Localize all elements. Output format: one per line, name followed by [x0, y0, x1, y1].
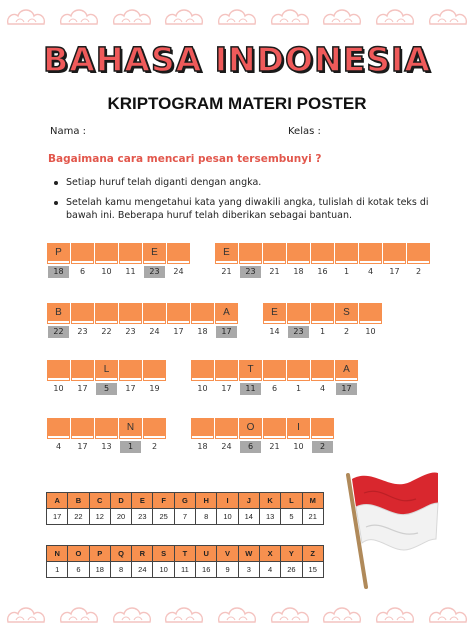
key-letter: A	[47, 493, 68, 509]
cipher-number: 10	[197, 384, 208, 393]
cipher-number: 24	[221, 442, 232, 451]
puzzle-word	[48, 244, 189, 278]
batik-cloud-icon	[426, 602, 470, 628]
puzzle-cell	[264, 361, 285, 395]
puzzle-cell	[288, 361, 309, 395]
puzzle-word	[48, 361, 165, 395]
letter-box[interactable]	[312, 304, 333, 323]
cipher-number: 4	[55, 442, 62, 451]
puzzle-cell	[288, 304, 309, 338]
key-number: 13	[259, 509, 280, 525]
cipher-number: 1	[120, 441, 141, 453]
key-number: 20	[110, 509, 131, 525]
key-number: 23	[132, 509, 153, 525]
key-number: 8	[196, 509, 217, 525]
key-letter: J	[238, 493, 259, 509]
puzzle-cell	[120, 304, 141, 338]
puzzle-cell	[48, 361, 69, 395]
key-letter: V	[217, 546, 238, 562]
key-letter: N	[47, 546, 68, 562]
key-letter: K	[259, 493, 280, 509]
key-number: 18	[89, 562, 110, 578]
letter-box[interactable]	[168, 244, 189, 263]
cipher-number: 13	[101, 442, 112, 451]
letter-box[interactable]	[408, 244, 429, 263]
cipher-number: 17	[389, 267, 400, 276]
key-letter: X	[259, 546, 280, 562]
cipher-number: 17	[336, 383, 357, 395]
letter-box[interactable]	[96, 244, 117, 263]
puzzle-cell	[288, 419, 309, 453]
key-letter: U	[196, 546, 217, 562]
puzzle-cell	[240, 419, 261, 453]
cipher-number: 6	[240, 441, 261, 453]
key-number: 22	[68, 509, 89, 525]
key-number: 7	[174, 509, 195, 525]
cipher-number: 2	[312, 441, 333, 453]
cipher-number: 4	[367, 267, 374, 276]
cipher-number: 11	[240, 383, 261, 395]
cipher-number: 18	[197, 327, 208, 336]
batik-cloud-icon	[320, 4, 364, 30]
top-batik-band	[0, 0, 474, 34]
key-letter: I	[217, 493, 238, 509]
puzzle-cell	[144, 361, 165, 395]
puzzle-cell	[384, 244, 405, 278]
letter-box[interactable]	[72, 361, 93, 380]
batik-cloud-icon	[215, 602, 259, 628]
cipher-number: 16	[317, 267, 328, 276]
cipher-number: 4	[319, 384, 326, 393]
key-number: 10	[153, 562, 174, 578]
cipher-number: 1	[295, 384, 302, 393]
letter-box[interactable]	[144, 419, 165, 438]
puzzle-cell	[96, 244, 117, 278]
puzzle-cell	[96, 361, 117, 395]
key-letter: Y	[281, 546, 302, 562]
key-number: 17	[47, 509, 68, 525]
letter-box[interactable]: B	[48, 304, 69, 323]
key-number: 16	[196, 562, 217, 578]
batik-cloud-icon	[215, 4, 259, 30]
key-number: 24	[132, 562, 153, 578]
puzzle-cell	[48, 304, 69, 338]
letter-box[interactable]	[168, 304, 189, 323]
cipher-number: 23	[144, 266, 165, 278]
batik-cloud-icon	[373, 4, 417, 30]
key-letter: S	[153, 546, 174, 562]
name-field-label: Nama :	[50, 126, 87, 137]
puzzle-word	[192, 361, 357, 395]
cipher-number: 22	[48, 326, 69, 338]
cipher-number: 10	[101, 267, 112, 276]
letter-box[interactable]	[144, 304, 165, 323]
cipher-key-table-a-m	[46, 492, 324, 525]
letter-box[interactable]	[360, 244, 381, 263]
cipher-number: 17	[125, 384, 136, 393]
cipher-number: 11	[125, 267, 136, 276]
batik-cloud-icon	[110, 4, 154, 30]
letter-box[interactable]	[264, 244, 285, 263]
key-letter: F	[153, 493, 174, 509]
letter-box[interactable]	[360, 304, 381, 323]
puzzle-cell	[72, 304, 93, 338]
letter-box[interactable]	[144, 361, 165, 380]
key-letter: O	[68, 546, 89, 562]
batik-cloud-icon	[57, 602, 101, 628]
puzzle-word	[264, 304, 381, 338]
letter-box[interactable]	[240, 244, 261, 263]
letter-box[interactable]	[48, 361, 69, 380]
letter-box[interactable]	[216, 419, 237, 438]
puzzle-cell	[312, 419, 333, 453]
key-number: 1	[47, 562, 68, 578]
instruction-item: Setelah kamu mengetahui kata yang diwakili angka, tulislah di kotak teks di bawah ini. Beberapa huruf telah diberikan sebagai bantuan.	[52, 196, 432, 222]
puzzle-cell	[72, 419, 93, 453]
letter-box[interactable]	[336, 244, 357, 263]
key-number: 8	[110, 562, 131, 578]
key-number: 5	[281, 509, 302, 525]
letter-box[interactable]: E	[264, 304, 285, 323]
key-number: 26	[281, 562, 302, 578]
bottom-batik-band	[0, 598, 474, 632]
cipher-number: 18	[197, 442, 208, 451]
puzzle-word	[48, 304, 237, 338]
puzzle-cell	[216, 244, 237, 278]
letter-box[interactable]	[72, 244, 93, 263]
cipher-number: 23	[125, 327, 136, 336]
puzzle-cell	[264, 419, 285, 453]
batik-cloud-icon	[162, 602, 206, 628]
puzzle-cell	[120, 419, 141, 453]
key-number: 21	[302, 509, 323, 525]
cipher-number: 17	[77, 384, 88, 393]
puzzle-cell	[336, 244, 357, 278]
cipher-number: 19	[149, 384, 160, 393]
key-letter: M	[302, 493, 323, 509]
key-letter: H	[196, 493, 217, 509]
letter-box[interactable]: N	[120, 419, 141, 438]
letter-box[interactable]	[96, 304, 117, 323]
cipher-number: 2	[343, 327, 350, 336]
cipher-number: 10	[293, 442, 304, 451]
puzzle-cell	[216, 361, 237, 395]
letter-box[interactable]	[288, 304, 309, 323]
puzzle-cell	[48, 419, 69, 453]
key-number: 12	[89, 509, 110, 525]
letter-box[interactable]	[264, 361, 285, 380]
letter-box[interactable]	[312, 419, 333, 438]
puzzle-cell	[336, 304, 357, 338]
letter-box[interactable]: T	[240, 361, 261, 380]
key-number: 6	[68, 562, 89, 578]
batik-cloud-icon	[110, 602, 154, 628]
cipher-number: 6	[271, 384, 278, 393]
key-letter: R	[132, 546, 153, 562]
puzzle-cell	[144, 419, 165, 453]
key-number: 3	[238, 562, 259, 578]
cipher-number: 17	[173, 327, 184, 336]
cipher-key-table-n-z	[46, 545, 324, 578]
cipher-number: 23	[288, 326, 309, 338]
puzzle-cell	[168, 244, 189, 278]
puzzle-cell	[216, 304, 237, 338]
puzzle-cell	[408, 244, 429, 278]
batik-cloud-icon	[320, 602, 364, 628]
cipher-number: 6	[79, 267, 86, 276]
puzzle-cell	[336, 361, 357, 395]
key-letter: Q	[110, 546, 131, 562]
batik-cloud-icon	[162, 4, 206, 30]
key-letter: B	[68, 493, 89, 509]
cipher-number: 17	[221, 384, 232, 393]
puzzle-cell	[192, 419, 213, 453]
batik-cloud-icon	[426, 4, 470, 30]
key-letter: P	[89, 546, 110, 562]
batik-cloud-icon	[4, 4, 48, 30]
puzzle-cell	[312, 244, 333, 278]
cipher-number: 23	[240, 266, 261, 278]
cipher-number: 2	[415, 267, 422, 276]
letter-box[interactable]: L	[96, 361, 117, 380]
key-letter: C	[89, 493, 110, 509]
key-number: 4	[259, 562, 280, 578]
key-letter: W	[238, 546, 259, 562]
cipher-number: 24	[149, 327, 160, 336]
cipher-number: 10	[365, 327, 376, 336]
letter-box[interactable]	[120, 361, 141, 380]
puzzle-cell	[192, 304, 213, 338]
letter-box[interactable]	[192, 361, 213, 380]
puzzle-word	[192, 419, 333, 453]
puzzle-cell	[312, 361, 333, 395]
key-letter: T	[174, 546, 195, 562]
letter-box[interactable]	[288, 244, 309, 263]
page-title: BAHASA INDONESIA	[43, 40, 431, 79]
puzzle-cell	[312, 304, 333, 338]
key-letter: G	[174, 493, 195, 509]
instruction-item: Setiap huruf telah diganti dengan angka.	[52, 176, 432, 189]
batik-cloud-icon	[268, 4, 312, 30]
cipher-number: 18	[293, 267, 304, 276]
cipher-number: 14	[269, 327, 280, 336]
letter-box[interactable]	[96, 419, 117, 438]
puzzle-cell	[48, 244, 69, 278]
key-number: 9	[217, 562, 238, 578]
letter-box[interactable]: O	[240, 419, 261, 438]
key-number: 25	[153, 509, 174, 525]
letter-box[interactable]	[192, 419, 213, 438]
puzzle-cell	[144, 304, 165, 338]
letter-box[interactable]	[120, 244, 141, 263]
batik-cloud-icon	[373, 602, 417, 628]
puzzle-cell	[360, 244, 381, 278]
letter-box[interactable]	[72, 419, 93, 438]
cipher-number: 1	[343, 267, 350, 276]
key-letter: L	[281, 493, 302, 509]
cipher-number: 18	[48, 266, 69, 278]
key-letter: E	[132, 493, 153, 509]
cipher-number: 23	[77, 327, 88, 336]
cipher-number: 17	[77, 442, 88, 451]
puzzle-cell	[120, 361, 141, 395]
letter-box[interactable]	[312, 361, 333, 380]
puzzle-cell	[96, 419, 117, 453]
cipher-number: 21	[269, 267, 280, 276]
cipher-number: 21	[269, 442, 280, 451]
puzzle-word	[48, 419, 165, 453]
letter-box[interactable]	[72, 304, 93, 323]
letter-box[interactable]	[384, 244, 405, 263]
key-letter: D	[110, 493, 131, 509]
letter-box[interactable]	[120, 304, 141, 323]
letter-box[interactable]: A	[336, 361, 357, 380]
puzzle-cell	[96, 304, 117, 338]
puzzle-cell	[240, 361, 261, 395]
letter-box[interactable]	[192, 304, 213, 323]
puzzle-cell	[240, 244, 261, 278]
puzzle-cell	[72, 244, 93, 278]
cipher-number: 21	[221, 267, 232, 276]
puzzle-cell	[264, 244, 285, 278]
letter-box[interactable]	[48, 419, 69, 438]
class-field-label: Kelas :	[288, 126, 321, 137]
letter-box[interactable]	[288, 361, 309, 380]
letter-box[interactable]	[312, 244, 333, 263]
puzzle-cell	[120, 244, 141, 278]
key-number: 14	[238, 509, 259, 525]
cipher-number: 22	[101, 327, 112, 336]
key-letter: Z	[302, 546, 323, 562]
puzzle-cell	[72, 361, 93, 395]
puzzle-cell	[360, 304, 381, 338]
puzzle-cell	[264, 304, 285, 338]
puzzle-cell	[216, 419, 237, 453]
letter-box[interactable]: S	[336, 304, 357, 323]
key-number: 15	[302, 562, 323, 578]
letter-box[interactable]: E	[216, 244, 237, 263]
batik-cloud-icon	[268, 602, 312, 628]
cipher-number: 5	[96, 383, 117, 395]
letter-box[interactable]	[216, 361, 237, 380]
batik-cloud-icon	[57, 4, 101, 30]
key-number: 11	[174, 562, 195, 578]
cipher-number: 2	[151, 442, 158, 451]
question-heading: Bagaimana cara mencari pesan tersembunyi ?	[48, 153, 322, 165]
batik-cloud-icon	[4, 602, 48, 628]
puzzle-cell	[168, 304, 189, 338]
key-number: 10	[217, 509, 238, 525]
cipher-number: 10	[53, 384, 64, 393]
puzzle-word	[216, 244, 429, 278]
indonesia-flag-icon	[334, 463, 440, 589]
letter-box[interactable]: P	[48, 244, 69, 263]
puzzle-cell	[192, 361, 213, 395]
cipher-number: 24	[173, 267, 184, 276]
letter-box[interactable]: I	[288, 419, 309, 438]
instruction-list	[52, 176, 432, 229]
cipher-number: 17	[216, 326, 237, 338]
letter-box[interactable]: E	[144, 244, 165, 263]
letter-box[interactable]	[264, 419, 285, 438]
letter-box[interactable]: A	[216, 304, 237, 323]
page-subtitle: KRIPTOGRAM MATERI POSTER	[107, 94, 367, 113]
puzzle-cell	[288, 244, 309, 278]
cipher-number: 1	[319, 327, 326, 336]
puzzle-cell	[144, 244, 165, 278]
